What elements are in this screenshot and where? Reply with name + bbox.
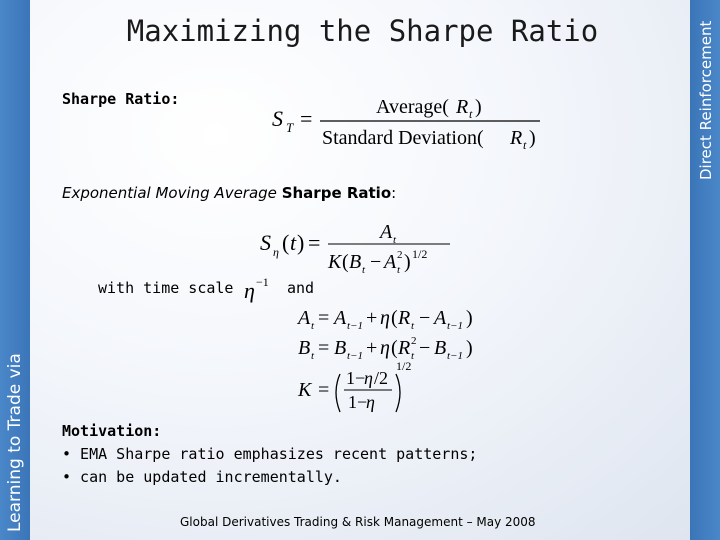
svg-text:): ): [466, 337, 473, 359]
svg-text:R: R: [510, 127, 523, 149]
sharpe-ratio-formula: [270, 88, 550, 158]
svg-text:): ): [404, 251, 411, 273]
svg-text:): ): [529, 127, 536, 149]
svg-text:−1: −1: [256, 275, 269, 289]
svg-text:η: η: [380, 307, 390, 329]
svg-text:η: η: [380, 337, 390, 359]
svg-text:t: t: [311, 350, 315, 362]
svg-text:(: (: [391, 307, 398, 329]
svg-text:K: K: [328, 251, 342, 273]
svg-text:1−: 1−: [348, 392, 368, 412]
svg-text:t−1: t−1: [347, 320, 363, 332]
svg-text:1−: 1−: [346, 368, 366, 388]
motivation-list: [62, 443, 477, 489]
right-side-bar: [690, 0, 720, 540]
motivation-bullet: • can be updated incrementally.: [62, 468, 342, 486]
svg-text:η: η: [366, 392, 375, 412]
motivation-block: [62, 420, 477, 489]
side-title-right: Direct Reinforcement: [697, 20, 715, 180]
svg-text:A: A: [380, 221, 393, 243]
update-equations: [296, 300, 496, 420]
svg-text:t: t: [393, 234, 397, 246]
svg-text:t−1: t−1: [347, 350, 363, 362]
svg-text:+: +: [366, 307, 378, 329]
ema-label-colon: :: [391, 184, 397, 202]
svg-text:−: −: [419, 307, 431, 329]
svg-text:/2: /2: [374, 368, 389, 388]
svg-text:1/2: 1/2: [412, 247, 428, 261]
svg-text:η: η: [364, 368, 373, 388]
svg-text:): ): [466, 307, 473, 329]
svg-text:B: B: [334, 337, 347, 359]
svg-text:S: S: [272, 106, 283, 131]
svg-text:+: +: [366, 337, 378, 359]
side-title-left: Learning to Trade via: [5, 353, 25, 532]
svg-text:A: A: [334, 307, 347, 329]
footer-text: Global Derivatives Trading & Risk Management – May 2008: [180, 515, 536, 529]
svg-text:t: t: [411, 350, 415, 362]
svg-text:R: R: [456, 96, 469, 118]
svg-text:−: −: [419, 337, 431, 359]
ema-label-italic: Exponential Moving Average: [62, 184, 277, 202]
svg-text:t: t: [290, 230, 297, 255]
svg-text:R: R: [398, 307, 411, 329]
svg-text:(: (: [342, 251, 349, 273]
svg-text:t: t: [523, 138, 527, 152]
eta-inverse: [242, 274, 282, 304]
svg-text:2: 2: [397, 249, 403, 261]
svg-text:R: R: [398, 337, 411, 359]
svg-text:(: (: [282, 230, 290, 255]
and-label: and: [287, 279, 315, 297]
svg-text:K: K: [298, 379, 312, 401]
svg-text:t: t: [311, 320, 315, 332]
svg-text:t−1: t−1: [447, 320, 463, 332]
svg-text:A: A: [298, 307, 311, 329]
motivation-heading: Motivation:: [62, 422, 162, 440]
svg-text:Standard Deviation(: Standard Deviation(: [322, 127, 484, 149]
time-scale-label: with time scale: [98, 279, 234, 297]
left-side-bar: [0, 0, 30, 540]
motivation-bullet: • EMA Sharpe ratio emphasizes recent patterns;: [62, 445, 478, 463]
svg-text:t: t: [411, 320, 415, 332]
sharpe-ratio-label: Sharpe Ratio:: [62, 90, 180, 108]
page-title: Maximizing the Sharpe Ratio: [126, 14, 599, 48]
svg-text:=: =: [300, 106, 313, 131]
svg-text:T: T: [286, 120, 294, 135]
svg-text:t: t: [397, 264, 401, 276]
svg-text:=: =: [318, 337, 330, 359]
svg-text:): ): [475, 96, 482, 118]
ema-label-bold: Sharpe Ratio: [281, 184, 392, 202]
ema-sharpe-formula: [258, 218, 458, 278]
svg-text:1/2: 1/2: [396, 359, 412, 373]
svg-text:A: A: [434, 307, 447, 329]
svg-text:(: (: [391, 337, 398, 359]
svg-text:): ): [297, 230, 305, 255]
svg-text:t−1: t−1: [447, 350, 463, 362]
svg-text:B: B: [298, 337, 311, 359]
svg-text:B: B: [434, 337, 447, 359]
svg-text:t: t: [469, 107, 473, 121]
svg-text:S: S: [260, 230, 271, 255]
svg-text:=: =: [318, 307, 330, 329]
svg-text:Average(: Average(: [376, 96, 449, 118]
svg-text:η: η: [244, 278, 255, 303]
ema-sharpe-label: [62, 184, 396, 202]
svg-text:B: B: [349, 251, 362, 273]
svg-text:−: −: [370, 251, 382, 273]
svg-text:η: η: [273, 245, 279, 259]
svg-text:2: 2: [411, 335, 417, 347]
svg-text:A: A: [384, 251, 397, 273]
svg-text:=: =: [308, 230, 321, 255]
svg-text:t: t: [362, 264, 366, 276]
svg-text:=: =: [318, 379, 330, 401]
